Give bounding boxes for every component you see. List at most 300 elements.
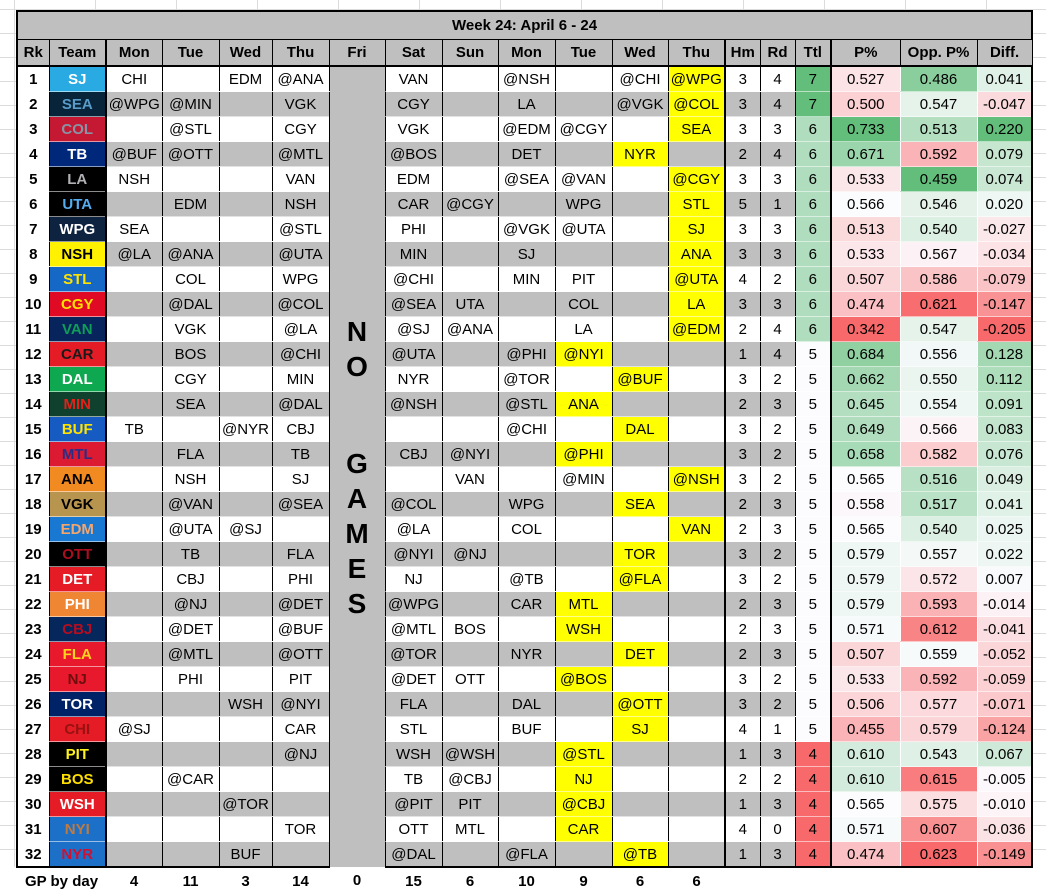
schedule-cell[interactable]: CGY bbox=[385, 92, 442, 117]
team-cell[interactable]: LA bbox=[49, 167, 106, 192]
schedule-cell[interactable] bbox=[219, 117, 272, 142]
diff-cell[interactable]: 0.007 bbox=[977, 567, 1032, 592]
schedule-cell[interactable] bbox=[162, 66, 219, 92]
road-games-cell[interactable]: 3 bbox=[760, 167, 795, 192]
schedule-cell[interactable]: @WSH bbox=[442, 742, 498, 767]
diff-cell[interactable]: 0.049 bbox=[977, 467, 1032, 492]
home-games-cell[interactable]: 3 bbox=[725, 442, 760, 467]
home-games-cell[interactable]: 3 bbox=[725, 242, 760, 267]
schedule-cell[interactable]: @DAL bbox=[162, 292, 219, 317]
schedule-cell[interactable] bbox=[106, 367, 162, 392]
road-games-cell[interactable]: 3 bbox=[760, 292, 795, 317]
rank-cell[interactable]: 25 bbox=[17, 667, 49, 692]
points-pct-cell[interactable]: 0.558 bbox=[831, 492, 900, 517]
diff-cell[interactable]: 0.067 bbox=[977, 742, 1032, 767]
schedule-cell[interactable]: @MIN bbox=[555, 467, 612, 492]
schedule-cell[interactable] bbox=[498, 292, 555, 317]
total-games-cell[interactable]: 6 bbox=[795, 117, 831, 142]
schedule-cell[interactable] bbox=[555, 542, 612, 567]
schedule-cell[interactable]: @NSH bbox=[385, 392, 442, 417]
schedule-cell[interactable]: SJ bbox=[498, 242, 555, 267]
team-cell[interactable]: NJ bbox=[49, 667, 106, 692]
points-pct-cell[interactable]: 0.533 bbox=[831, 167, 900, 192]
schedule-cell[interactable] bbox=[442, 417, 498, 442]
schedule-cell[interactable]: SEA bbox=[162, 392, 219, 417]
home-games-cell[interactable]: 4 bbox=[725, 267, 760, 292]
road-games-cell[interactable]: 3 bbox=[760, 742, 795, 767]
home-games-cell[interactable]: 3 bbox=[725, 217, 760, 242]
schedule-cell[interactable]: @FLA bbox=[498, 842, 555, 868]
schedule-cell[interactable]: @NYI bbox=[442, 442, 498, 467]
schedule-cell[interactable] bbox=[162, 717, 219, 742]
schedule-cell[interactable] bbox=[219, 817, 272, 842]
schedule-cell[interactable]: @VAN bbox=[162, 492, 219, 517]
schedule-cell[interactable]: @OTT bbox=[162, 142, 219, 167]
schedule-cell[interactable]: SEA bbox=[668, 117, 725, 142]
team-cell[interactable]: TB bbox=[49, 142, 106, 167]
schedule-cell[interactable]: LA bbox=[668, 292, 725, 317]
schedule-cell[interactable] bbox=[272, 767, 329, 792]
schedule-cell[interactable]: @UTA bbox=[162, 517, 219, 542]
diff-cell[interactable]: -0.205 bbox=[977, 317, 1032, 342]
schedule-cell[interactable] bbox=[612, 292, 668, 317]
schedule-cell[interactable]: TB bbox=[106, 417, 162, 442]
points-pct-cell[interactable]: 0.649 bbox=[831, 417, 900, 442]
team-cell[interactable]: CHI bbox=[49, 717, 106, 742]
schedule-cell[interactable] bbox=[498, 667, 555, 692]
team-cell[interactable]: NYI bbox=[49, 817, 106, 842]
road-games-cell[interactable]: 3 bbox=[760, 392, 795, 417]
schedule-cell[interactable] bbox=[498, 542, 555, 567]
total-games-cell[interactable]: 5 bbox=[795, 717, 831, 742]
home-games-cell[interactable]: 2 bbox=[725, 142, 760, 167]
rank-cell[interactable]: 26 bbox=[17, 692, 49, 717]
schedule-cell[interactable]: @DAL bbox=[272, 392, 329, 417]
schedule-cell[interactable] bbox=[555, 692, 612, 717]
road-games-cell[interactable]: 3 bbox=[760, 617, 795, 642]
points-pct-cell[interactable]: 0.507 bbox=[831, 642, 900, 667]
total-games-cell[interactable]: 5 bbox=[795, 367, 831, 392]
diff-cell[interactable]: -0.005 bbox=[977, 767, 1032, 792]
schedule-cell[interactable]: @BUF bbox=[272, 617, 329, 642]
rank-cell[interactable]: 15 bbox=[17, 417, 49, 442]
schedule-cell[interactable]: DAL bbox=[498, 692, 555, 717]
schedule-cell[interactable] bbox=[612, 342, 668, 367]
schedule-cell[interactable] bbox=[442, 66, 498, 92]
schedule-cell[interactable]: DAL bbox=[612, 417, 668, 442]
home-games-cell[interactable]: 2 bbox=[725, 392, 760, 417]
schedule-cell[interactable] bbox=[442, 117, 498, 142]
schedule-cell[interactable]: CGY bbox=[162, 367, 219, 392]
schedule-cell[interactable] bbox=[498, 442, 555, 467]
diff-cell[interactable]: 0.112 bbox=[977, 367, 1032, 392]
opp-points-pct-cell[interactable]: 0.579 bbox=[900, 717, 977, 742]
schedule-cell[interactable] bbox=[668, 142, 725, 167]
road-games-cell[interactable]: 4 bbox=[760, 342, 795, 367]
team-cell[interactable]: NYR bbox=[49, 842, 106, 868]
team-cell[interactable]: OTT bbox=[49, 542, 106, 567]
team-cell[interactable]: EDM bbox=[49, 517, 106, 542]
no-games-column[interactable] bbox=[329, 66, 385, 867]
total-games-cell[interactable]: 5 bbox=[795, 492, 831, 517]
road-games-cell[interactable]: 2 bbox=[760, 542, 795, 567]
diff-cell[interactable]: 0.128 bbox=[977, 342, 1032, 367]
schedule-cell[interactable] bbox=[106, 317, 162, 342]
schedule-cell[interactable]: @ANA bbox=[272, 66, 329, 92]
col-header-day-5[interactable]: Fri bbox=[329, 40, 385, 67]
road-games-cell[interactable]: 2 bbox=[760, 367, 795, 392]
schedule-cell[interactable] bbox=[442, 142, 498, 167]
schedule-cell[interactable] bbox=[498, 817, 555, 842]
road-games-cell[interactable]: 3 bbox=[760, 592, 795, 617]
home-games-cell[interactable]: 3 bbox=[725, 542, 760, 567]
road-games-cell[interactable]: 3 bbox=[760, 517, 795, 542]
schedule-cell[interactable] bbox=[498, 767, 555, 792]
schedule-cell[interactable]: VGK bbox=[272, 92, 329, 117]
schedule-cell[interactable] bbox=[612, 392, 668, 417]
col-header-rank[interactable]: Rk bbox=[17, 40, 49, 67]
schedule-cell[interactable] bbox=[612, 467, 668, 492]
rank-cell[interactable]: 27 bbox=[17, 717, 49, 742]
schedule-cell[interactable]: SEA bbox=[612, 492, 668, 517]
gp-by-day-value[interactable]: 3 bbox=[241, 872, 250, 890]
schedule-cell[interactable]: @NYI bbox=[272, 692, 329, 717]
schedule-cell[interactable]: TB bbox=[385, 767, 442, 792]
col-header-day-4[interactable]: Thu bbox=[272, 40, 329, 67]
schedule-cell[interactable]: VAN bbox=[385, 66, 442, 92]
schedule-cell[interactable]: BOS bbox=[162, 342, 219, 367]
schedule-cell[interactable]: @NJ bbox=[162, 592, 219, 617]
schedule-cell[interactable]: @TOR bbox=[219, 792, 272, 817]
points-pct-cell[interactable]: 0.500 bbox=[831, 92, 900, 117]
points-pct-cell[interactable]: 0.506 bbox=[831, 692, 900, 717]
schedule-cell[interactable]: TOR bbox=[612, 542, 668, 567]
schedule-cell[interactable]: NSH bbox=[272, 192, 329, 217]
schedule-cell[interactable] bbox=[498, 742, 555, 767]
schedule-cell[interactable] bbox=[272, 517, 329, 542]
schedule-cell[interactable] bbox=[555, 642, 612, 667]
home-games-cell[interactable]: 1 bbox=[725, 742, 760, 767]
opp-points-pct-cell[interactable]: 0.547 bbox=[900, 92, 977, 117]
total-games-cell[interactable]: 5 bbox=[795, 542, 831, 567]
diff-cell[interactable]: -0.027 bbox=[977, 217, 1032, 242]
gp-by-day-value[interactable]: 15 bbox=[405, 872, 422, 890]
schedule-cell[interactable]: DET bbox=[612, 642, 668, 667]
total-games-cell[interactable]: 5 bbox=[795, 342, 831, 367]
schedule-cell[interactable]: @BUF bbox=[612, 367, 668, 392]
schedule-cell[interactable]: @TOR bbox=[498, 367, 555, 392]
schedule-cell[interactable]: @STL bbox=[162, 117, 219, 142]
schedule-cell[interactable]: PIT bbox=[555, 267, 612, 292]
total-games-cell[interactable]: 5 bbox=[795, 567, 831, 592]
team-cell[interactable]: CGY bbox=[49, 292, 106, 317]
schedule-cell[interactable] bbox=[219, 617, 272, 642]
road-games-cell[interactable]: 3 bbox=[760, 842, 795, 868]
rank-cell[interactable]: 18 bbox=[17, 492, 49, 517]
road-games-cell[interactable]: 3 bbox=[760, 492, 795, 517]
opp-points-pct-cell[interactable]: 0.572 bbox=[900, 567, 977, 592]
home-games-cell[interactable]: 3 bbox=[725, 66, 760, 92]
schedule-cell[interactable]: OTT bbox=[442, 667, 498, 692]
points-pct-cell[interactable]: 0.507 bbox=[831, 267, 900, 292]
schedule-cell[interactable] bbox=[498, 192, 555, 217]
schedule-cell[interactable]: @OTT bbox=[612, 692, 668, 717]
schedule-cell[interactable] bbox=[219, 242, 272, 267]
points-pct-cell[interactable]: 0.565 bbox=[831, 467, 900, 492]
schedule-cell[interactable]: VGK bbox=[385, 117, 442, 142]
diff-cell[interactable]: -0.147 bbox=[977, 292, 1032, 317]
schedule-cell[interactable] bbox=[555, 66, 612, 92]
opp-points-pct-cell[interactable]: 0.615 bbox=[900, 767, 977, 792]
total-games-cell[interactable]: 4 bbox=[795, 817, 831, 842]
schedule-cell[interactable] bbox=[219, 467, 272, 492]
opp-points-pct-cell[interactable]: 0.582 bbox=[900, 442, 977, 467]
schedule-cell[interactable]: @MIN bbox=[162, 92, 219, 117]
schedule-cell[interactable] bbox=[272, 842, 329, 868]
schedule-cell[interactable]: PHI bbox=[385, 217, 442, 242]
rank-cell[interactable]: 14 bbox=[17, 392, 49, 417]
total-games-cell[interactable]: 7 bbox=[795, 66, 831, 92]
diff-cell[interactable]: 0.025 bbox=[977, 517, 1032, 542]
schedule-cell[interactable]: @BUF bbox=[106, 142, 162, 167]
col-header-day-11[interactable]: Thu bbox=[668, 40, 725, 67]
points-pct-cell[interactable]: 0.671 bbox=[831, 142, 900, 167]
schedule-cell[interactable] bbox=[555, 417, 612, 442]
schedule-cell[interactable] bbox=[219, 192, 272, 217]
opp-points-pct-cell[interactable]: 0.543 bbox=[900, 742, 977, 767]
total-games-cell[interactable]: 5 bbox=[795, 642, 831, 667]
diff-cell[interactable]: -0.034 bbox=[977, 242, 1032, 267]
schedule-cell[interactable]: WSH bbox=[385, 742, 442, 767]
road-games-cell[interactable]: 2 bbox=[760, 767, 795, 792]
opp-points-pct-cell[interactable]: 0.554 bbox=[900, 392, 977, 417]
team-cell[interactable]: MTL bbox=[49, 442, 106, 467]
rank-cell[interactable]: 24 bbox=[17, 642, 49, 667]
team-cell[interactable]: BUF bbox=[49, 417, 106, 442]
schedule-cell[interactable] bbox=[498, 317, 555, 342]
schedule-cell[interactable]: BUF bbox=[498, 717, 555, 742]
points-pct-cell[interactable]: 0.474 bbox=[831, 292, 900, 317]
road-games-cell[interactable]: 3 bbox=[760, 117, 795, 142]
schedule-cell[interactable] bbox=[612, 242, 668, 267]
schedule-cell[interactable] bbox=[106, 692, 162, 717]
road-games-cell[interactable]: 3 bbox=[760, 642, 795, 667]
schedule-cell[interactable]: STL bbox=[668, 192, 725, 217]
opp-points-pct-cell[interactable]: 0.612 bbox=[900, 617, 977, 642]
schedule-cell[interactable] bbox=[668, 767, 725, 792]
opp-points-pct-cell[interactable]: 0.623 bbox=[900, 842, 977, 868]
schedule-cell[interactable] bbox=[612, 117, 668, 142]
opp-points-pct-cell[interactable]: 0.607 bbox=[900, 817, 977, 842]
diff-cell[interactable]: 0.020 bbox=[977, 192, 1032, 217]
schedule-cell[interactable]: TOR bbox=[272, 817, 329, 842]
schedule-cell[interactable]: CBJ bbox=[385, 442, 442, 467]
home-games-cell[interactable]: 3 bbox=[725, 167, 760, 192]
col-header-road[interactable]: Rd bbox=[760, 40, 795, 67]
diff-cell[interactable]: -0.052 bbox=[977, 642, 1032, 667]
col-header-day-10[interactable]: Wed bbox=[612, 40, 668, 67]
schedule-cell[interactable]: @COL bbox=[668, 92, 725, 117]
schedule-cell[interactable] bbox=[668, 567, 725, 592]
schedule-cell[interactable] bbox=[219, 642, 272, 667]
schedule-cell[interactable] bbox=[668, 742, 725, 767]
schedule-cell[interactable]: @WPG bbox=[668, 66, 725, 92]
col-header-day-6[interactable]: Sat bbox=[385, 40, 442, 67]
schedule-cell[interactable]: WSH bbox=[555, 617, 612, 642]
schedule-cell[interactable]: NSH bbox=[162, 467, 219, 492]
team-cell[interactable]: CAR bbox=[49, 342, 106, 367]
opp-points-pct-cell[interactable]: 0.575 bbox=[900, 792, 977, 817]
schedule-cell[interactable] bbox=[219, 167, 272, 192]
schedule-cell[interactable] bbox=[106, 567, 162, 592]
home-games-cell[interactable]: 1 bbox=[725, 842, 760, 868]
schedule-cell[interactable]: @UTA bbox=[272, 242, 329, 267]
schedule-cell[interactable]: @EDM bbox=[668, 317, 725, 342]
total-games-cell[interactable]: 5 bbox=[795, 517, 831, 542]
schedule-cell[interactable]: @CBJ bbox=[555, 792, 612, 817]
schedule-cell[interactable] bbox=[162, 417, 219, 442]
total-games-cell[interactable]: 5 bbox=[795, 592, 831, 617]
schedule-cell[interactable] bbox=[219, 442, 272, 467]
road-games-cell[interactable]: 2 bbox=[760, 417, 795, 442]
schedule-cell[interactable]: @CHI bbox=[385, 267, 442, 292]
schedule-cell[interactable] bbox=[106, 467, 162, 492]
schedule-cell[interactable] bbox=[668, 642, 725, 667]
rank-cell[interactable]: 8 bbox=[17, 242, 49, 267]
schedule-cell[interactable] bbox=[442, 267, 498, 292]
schedule-cell[interactable]: TB bbox=[162, 542, 219, 567]
schedule-cell[interactable] bbox=[555, 842, 612, 868]
rank-cell[interactable]: 30 bbox=[17, 792, 49, 817]
schedule-cell[interactable] bbox=[162, 692, 219, 717]
opp-points-pct-cell[interactable]: 0.593 bbox=[900, 592, 977, 617]
schedule-cell[interactable] bbox=[612, 817, 668, 842]
schedule-cell[interactable]: @VGK bbox=[498, 217, 555, 242]
schedule-cell[interactable]: LA bbox=[555, 317, 612, 342]
schedule-cell[interactable]: STL bbox=[385, 717, 442, 742]
schedule-cell[interactable] bbox=[612, 267, 668, 292]
col-header-points-pct[interactable]: P% bbox=[831, 40, 900, 67]
rank-cell[interactable]: 20 bbox=[17, 542, 49, 567]
schedule-cell[interactable]: NJ bbox=[555, 767, 612, 792]
diff-cell[interactable]: 0.083 bbox=[977, 417, 1032, 442]
schedule-cell[interactable] bbox=[668, 442, 725, 467]
schedule-cell[interactable]: @TOR bbox=[385, 642, 442, 667]
schedule-cell[interactable] bbox=[442, 242, 498, 267]
schedule-cell[interactable]: FLA bbox=[272, 542, 329, 567]
schedule-cell[interactable]: @VAN bbox=[555, 167, 612, 192]
points-pct-cell[interactable]: 0.342 bbox=[831, 317, 900, 342]
schedule-cell[interactable] bbox=[612, 767, 668, 792]
schedule-cell[interactable] bbox=[668, 617, 725, 642]
schedule-cell[interactable] bbox=[442, 692, 498, 717]
schedule-cell[interactable] bbox=[219, 367, 272, 392]
schedule-cell[interactable] bbox=[555, 517, 612, 542]
home-games-cell[interactable]: 5 bbox=[725, 192, 760, 217]
schedule-cell[interactable] bbox=[219, 592, 272, 617]
schedule-cell[interactable]: CGY bbox=[272, 117, 329, 142]
home-games-cell[interactable]: 3 bbox=[725, 667, 760, 692]
schedule-cell[interactable]: @CBJ bbox=[442, 767, 498, 792]
schedule-cell[interactable]: @NJ bbox=[442, 542, 498, 567]
schedule-cell[interactable]: @SEA bbox=[272, 492, 329, 517]
schedule-cell[interactable] bbox=[219, 317, 272, 342]
schedule-cell[interactable]: NJ bbox=[385, 567, 442, 592]
schedule-cell[interactable] bbox=[612, 742, 668, 767]
team-cell[interactable]: STL bbox=[49, 267, 106, 292]
schedule-cell[interactable]: EDM bbox=[385, 167, 442, 192]
diff-cell[interactable]: 0.091 bbox=[977, 392, 1032, 417]
schedule-cell[interactable]: CAR bbox=[498, 592, 555, 617]
schedule-cell[interactable]: LA bbox=[498, 92, 555, 117]
schedule-cell[interactable]: @MTL bbox=[385, 617, 442, 642]
gp-by-day-value[interactable]: 9 bbox=[579, 872, 588, 890]
home-games-cell[interactable]: 1 bbox=[725, 792, 760, 817]
diff-cell[interactable]: 0.076 bbox=[977, 442, 1032, 467]
team-cell[interactable]: UTA bbox=[49, 192, 106, 217]
diff-cell[interactable]: 0.022 bbox=[977, 542, 1032, 567]
opp-points-pct-cell[interactable]: 0.513 bbox=[900, 117, 977, 142]
schedule-cell[interactable] bbox=[106, 442, 162, 467]
schedule-cell[interactable]: @NSH bbox=[498, 66, 555, 92]
team-cell[interactable]: ANA bbox=[49, 467, 106, 492]
team-cell[interactable]: VGK bbox=[49, 492, 106, 517]
schedule-cell[interactable] bbox=[612, 792, 668, 817]
diff-cell[interactable]: 0.079 bbox=[977, 142, 1032, 167]
col-header-opp-points-pct[interactable]: Opp. P% bbox=[900, 40, 977, 67]
schedule-cell[interactable]: @NYR bbox=[219, 417, 272, 442]
schedule-cell[interactable]: @COL bbox=[272, 292, 329, 317]
schedule-cell[interactable]: @ANA bbox=[162, 242, 219, 267]
schedule-cell[interactable]: @SJ bbox=[385, 317, 442, 342]
schedule-cell[interactable] bbox=[555, 567, 612, 592]
schedule-cell[interactable]: NYR bbox=[612, 142, 668, 167]
total-games-cell[interactable]: 5 bbox=[795, 392, 831, 417]
rank-cell[interactable]: 19 bbox=[17, 517, 49, 542]
gp-by-day-value[interactable]: 6 bbox=[635, 872, 645, 890]
road-games-cell[interactable]: 4 bbox=[760, 92, 795, 117]
team-cell[interactable]: COL bbox=[49, 117, 106, 142]
schedule-cell[interactable] bbox=[219, 717, 272, 742]
diff-cell[interactable]: 0.041 bbox=[977, 492, 1032, 517]
schedule-cell[interactable] bbox=[106, 267, 162, 292]
schedule-cell[interactable] bbox=[612, 667, 668, 692]
schedule-cell[interactable]: @DET bbox=[162, 617, 219, 642]
schedule-cell[interactable]: CAR bbox=[555, 817, 612, 842]
schedule-cell[interactable]: @LA bbox=[272, 317, 329, 342]
road-games-cell[interactable]: 4 bbox=[760, 317, 795, 342]
schedule-cell[interactable] bbox=[442, 842, 498, 868]
road-games-cell[interactable]: 4 bbox=[760, 66, 795, 92]
home-games-cell[interactable]: 2 bbox=[725, 492, 760, 517]
schedule-cell[interactable] bbox=[219, 567, 272, 592]
team-cell[interactable]: WPG bbox=[49, 217, 106, 242]
opp-points-pct-cell[interactable]: 0.586 bbox=[900, 267, 977, 292]
schedule-cell[interactable]: @UTA bbox=[668, 267, 725, 292]
schedule-cell[interactable]: BOS bbox=[442, 617, 498, 642]
rank-cell[interactable]: 10 bbox=[17, 292, 49, 317]
road-games-cell[interactable]: 3 bbox=[760, 792, 795, 817]
gp-by-day-value[interactable]: 14 bbox=[292, 872, 309, 890]
rank-cell[interactable]: 21 bbox=[17, 567, 49, 592]
team-cell[interactable]: DET bbox=[49, 567, 106, 592]
schedule-cell[interactable] bbox=[612, 317, 668, 342]
schedule-cell[interactable]: @CHI bbox=[498, 417, 555, 442]
total-games-cell[interactable]: 5 bbox=[795, 667, 831, 692]
schedule-cell[interactable]: @WPG bbox=[385, 592, 442, 617]
schedule-cell[interactable] bbox=[668, 842, 725, 868]
opp-points-pct-cell[interactable]: 0.516 bbox=[900, 467, 977, 492]
